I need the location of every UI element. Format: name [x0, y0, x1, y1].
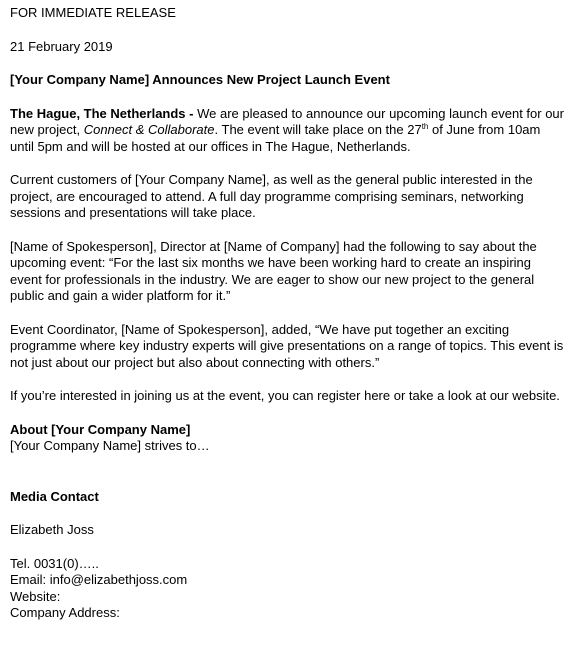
contact-website: Website: [10, 588, 61, 604]
ordinal-suffix: th [421, 122, 429, 131]
project-name: Connect & Collaborate [83, 122, 215, 137]
customers-paragraph: Current customers of [Your Company Name], as well as the general public interested in the project, are encouraged to attend. A full day programme comprising seminars, networking sessions and presentations will take place. [10, 172, 533, 220]
release-date: 21 February 2019 [10, 38, 113, 54]
register-paragraph: If you’re interested in joining us at the event, you can register here or take a look at our website. [10, 388, 560, 403]
spokesperson-paragraph: [Name of Spokesperson], Director at [Name of Company] had the following to say about the upcoming event: “For the last six months we have been working hard to create an inspiring event for professionals in the industry. We are eager to show our new project to the general public and gain a wider platform for it.” [10, 238, 537, 303]
intro-text-c: of June from 10am until 5pm and will be hosted at our offices in The Hague, Netherlands. [10, 122, 541, 154]
release-title: [Your Company Name] Announces New Project Launch Event [10, 72, 390, 87]
dateline-location: The Hague, The Netherlands - [10, 105, 194, 121]
intro-text-b: . The event will take place on the 27 [214, 122, 422, 137]
about-text: [Your Company Name] strives to… [10, 438, 210, 453]
intro-paragraph [10, 106, 565, 156]
contact-tel: Tel. 0031(0)….. [10, 555, 99, 571]
about-heading: About [Your Company Name] [10, 421, 191, 437]
coordinator-paragraph: Event Coordinator, [Name of Spokesperson], added, “We have put together an exciting programme where key industry experts will give presentations on a range of topics. This event is not just about our project but also about connecting with others.” [10, 321, 564, 370]
contact-address: Company Address: [10, 605, 120, 620]
intro-text-a: We are pleased to announce our upcoming launch event for our new project, [10, 105, 564, 137]
contact-email: Email: info@elizabethjoss.com [10, 572, 188, 587]
contact-name: Elizabeth Joss [10, 522, 94, 537]
release-heading: FOR IMMEDIATE RELEASE [10, 5, 176, 20]
media-contact-heading: Media Contact [10, 488, 99, 504]
